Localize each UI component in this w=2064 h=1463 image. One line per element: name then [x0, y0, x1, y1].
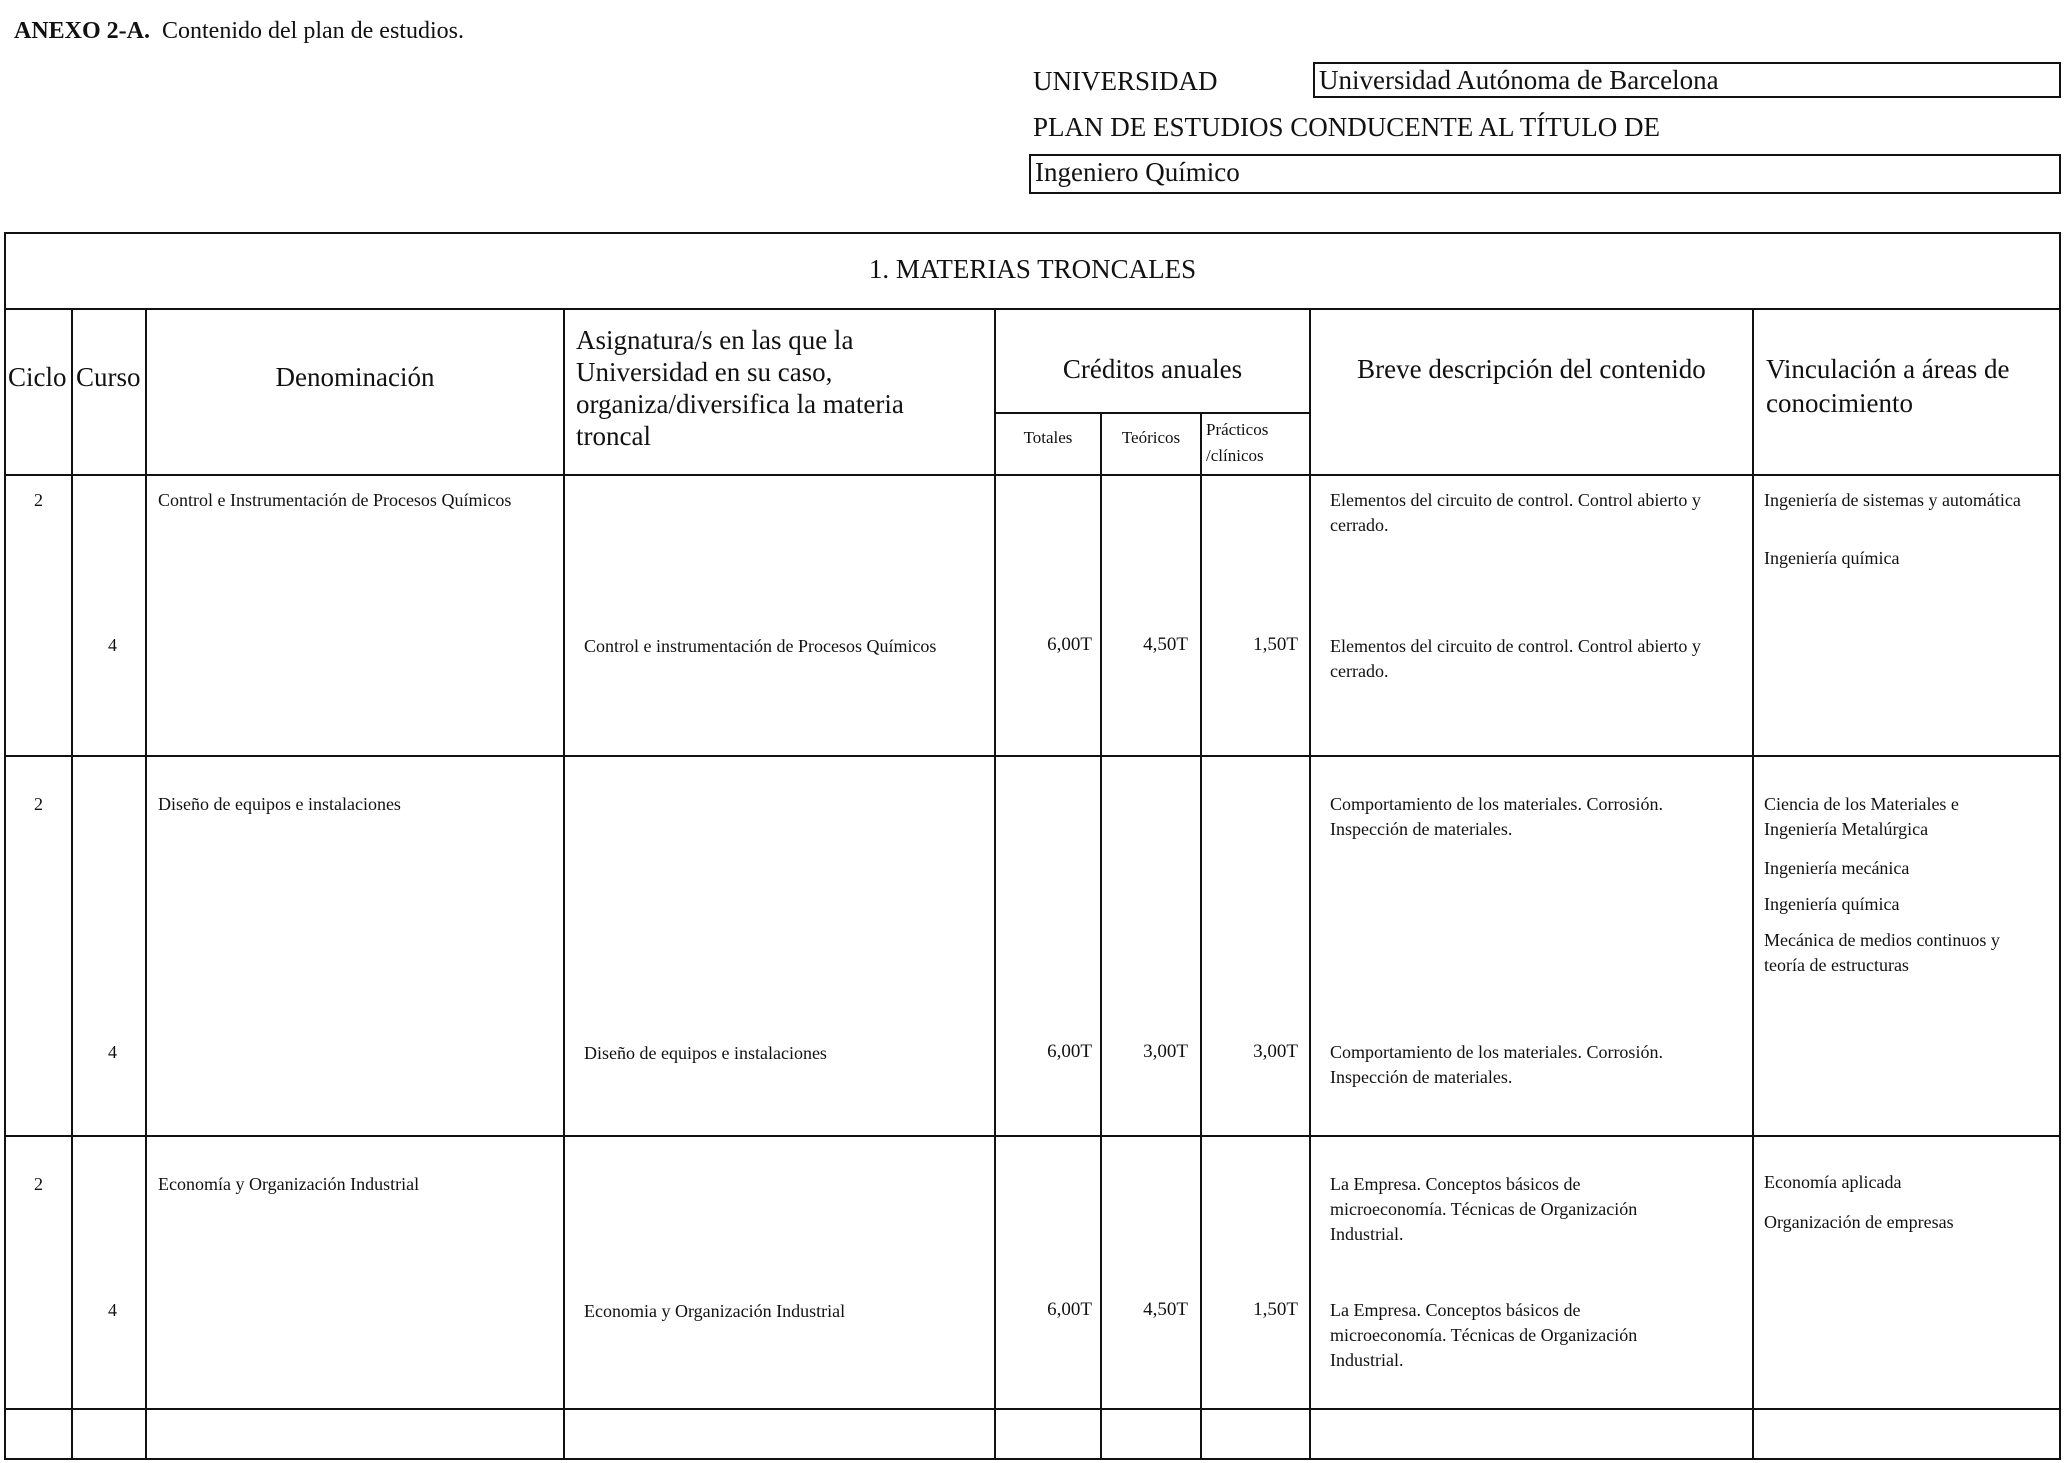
col-header-practicos	[1206, 417, 1268, 469]
annex-title	[14, 18, 464, 45]
annex-text: Contenido del plan de estudios.	[162, 18, 464, 44]
row-1-practicos: 1,50T	[1253, 634, 1298, 655]
row-2-totales: 6,00T	[1047, 1041, 1092, 1062]
row-1-teoricos: 4,50T	[1143, 634, 1188, 655]
col-header-asignatura-line: organiza/diversifica la materia	[576, 389, 904, 419]
col-header-descripcion: Breve descripción del contenido	[1357, 354, 1706, 384]
row-2-sub-descripcion: Comportamiento de los materiales. Corrosión. Inspección de materiales.	[1330, 1042, 1663, 1087]
row-2-descripcion: Comportamiento de los materiales. Corrosión. Inspección de materiales.	[1330, 794, 1663, 839]
col-header-denominacion: Denominación	[275, 362, 435, 392]
col-header-vinculacion	[1766, 352, 2010, 420]
plan-label: PLAN DE ESTUDIOS CONDUCENTE AL TÍTULO DE	[1033, 112, 1660, 142]
row-3-denominacion: Economía y Organización Industrial	[158, 1174, 420, 1194]
col-header-practicos-line: /clínicos	[1206, 446, 1264, 465]
col-header-asignatura-line: troncal	[576, 421, 651, 451]
university-label: UNIVERSIDAD	[1033, 66, 1218, 96]
row-2-area: Ciencia de los Materiales e Ingeniería Metalúrgica	[1764, 794, 1959, 839]
row-2-teoricos: 3,00T	[1143, 1041, 1188, 1062]
row-2-area: Mecánica de medios continuos y teoría de estructuras	[1764, 930, 2000, 975]
row-1-area: Ingeniería química	[1764, 548, 1900, 568]
row-3-descripcion: La Empresa. Conceptos básicos de microeconomía. Técnicas de Organización Industrial.	[1330, 1174, 1638, 1244]
col-header-asignatura	[576, 324, 904, 452]
row-2-area: Ingeniería mecánica	[1764, 858, 1910, 878]
col-header-asignatura-line: Asignatura/s en las que la	[576, 325, 854, 355]
row-3-area: Organización de empresas	[1764, 1212, 1954, 1232]
row-2-ciclo: 2	[34, 794, 43, 814]
row-2-denominacion: Diseño de equipos e instalaciones	[158, 794, 401, 814]
university-field: Universidad Autónoma de Barcelona	[1313, 62, 2061, 98]
table-rule	[71, 308, 73, 1460]
col-header-curso: Curso	[76, 362, 141, 392]
row-1-area: Ingeniería de sistemas y automática	[1764, 490, 2021, 510]
table-rule	[145, 308, 147, 1460]
table-rule	[994, 308, 996, 1460]
table-rule	[996, 412, 1310, 414]
row-3-curso: 4	[108, 1300, 117, 1320]
row-1-curso: 4	[108, 635, 117, 655]
row-2-practicos: 3,00T	[1253, 1041, 1298, 1062]
row-3-ciclo: 2	[34, 1174, 43, 1194]
row-1-totales: 6,00T	[1047, 634, 1092, 655]
row-1-asignatura: Control e instrumentación de Procesos Químicos	[584, 636, 937, 656]
row-2-curso: 4	[108, 1042, 117, 1062]
materias-troncales-table	[4, 232, 2061, 1460]
row-1-descripcion: Elementos del circuito de control. Control abierto y cerrado.	[1330, 490, 1701, 535]
table-rule	[1752, 308, 1754, 1460]
row-3-practicos: 1,50T	[1253, 1299, 1298, 1320]
col-header-vinculacion-line: Vinculación a áreas de	[1766, 354, 2010, 384]
table-rule	[563, 308, 565, 1460]
row-1-sub-descripcion: Elementos del circuito de control. Control abierto y cerrado.	[1330, 636, 1701, 681]
table-rule	[1309, 308, 1311, 1460]
row-3-asignatura: Economia y Organización Industrial	[584, 1301, 846, 1321]
col-header-vinculacion-line: conocimiento	[1766, 388, 1913, 418]
col-header-asignatura-line: Universidad en su caso,	[576, 357, 833, 387]
row-2-asignatura: Diseño de equipos e instalaciones	[584, 1043, 827, 1063]
annex-label: ANEXO 2-A.	[14, 18, 150, 44]
row-1-denominacion: Control e Instrumentación de Procesos Químicos	[158, 490, 512, 510]
col-header-teoricos: Teóricos	[1121, 428, 1181, 447]
col-header-creditos: Créditos anuales	[1062, 354, 1243, 384]
row-3-sub-descripcion: La Empresa. Conceptos básicos de microeconomía. Técnicas de Organización Industrial.	[1330, 1300, 1638, 1370]
row-3-totales: 6,00T	[1047, 1299, 1092, 1320]
row-1-ciclo: 2	[34, 490, 43, 510]
col-header-totales: Totales	[1023, 428, 1073, 447]
row-2-area: Ingeniería química	[1764, 894, 1900, 914]
section-title: 1. MATERIAS TRONCALES	[868, 254, 1197, 284]
plan-field: Ingeniero Químico	[1029, 154, 2061, 194]
row-3-teoricos: 4,50T	[1143, 1299, 1188, 1320]
row-3-area: Economía aplicada	[1764, 1172, 1902, 1192]
col-header-practicos-line: Prácticos	[1206, 420, 1269, 439]
col-header-ciclo: Ciclo	[8, 362, 67, 392]
